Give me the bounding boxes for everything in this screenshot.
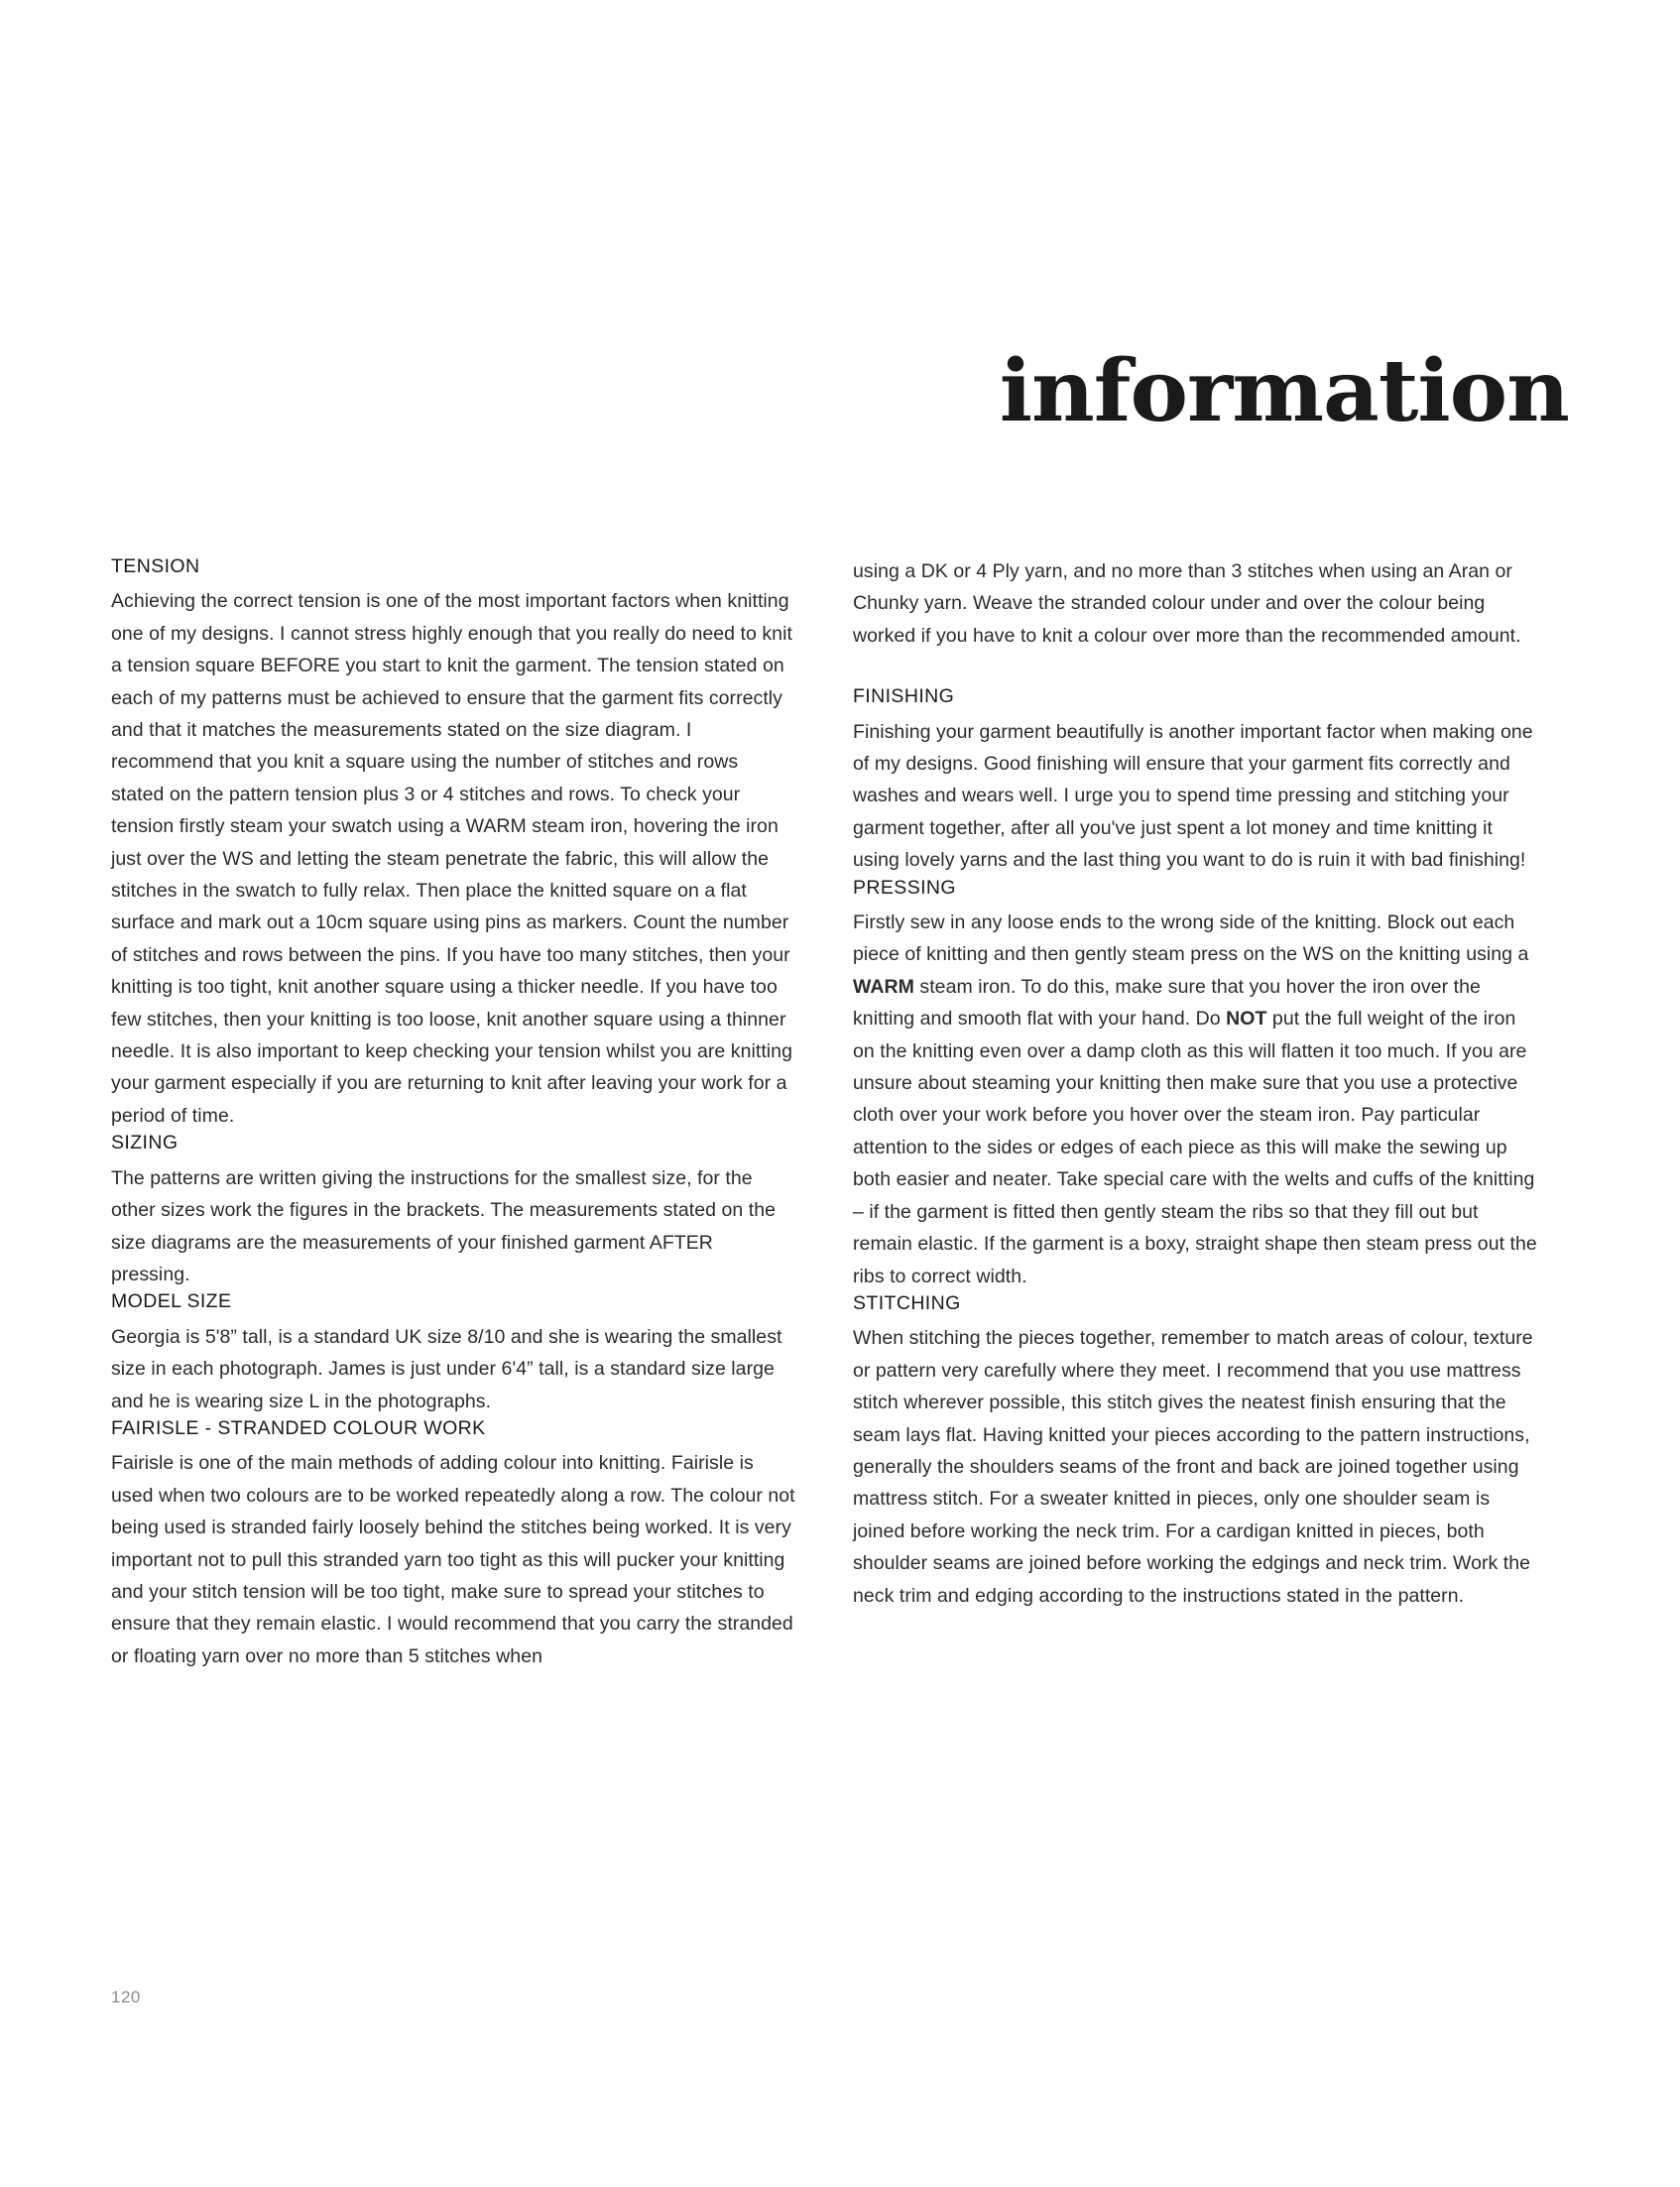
pressing-emphasis-not: NOT [1226,1008,1267,1031]
section-heading: PRESSING [853,876,956,899]
section-body: Finishing your garment beautifully is another important factor when making one of my designs. Good finishing will ensure that your garment fits correctly and washes and wears well. I urge you to spend time pressing and stitching your garment together, after all you've just spent a lot money and time knitting it using lovely yarns and the last thing you want to do is ruin it with bad finishing! [853,720,1533,872]
pressing-text-2: steam iron. To do this, make sure that you hover the iron over the knitting and smooth flat with your hand. Do [853,975,1481,1031]
section-body: Achieving the correct tension is one of the most important factors when knitting one of my designs. I cannot stress highly enough that you really do need to knit a tension square BEFORE you start to knit the garment. The tension stated on each of my patterns must be achieved to ensure that the garment fits correctly and that it matches the measurements stated on the size diagram. I recommend that you knit a square using the number of stitches and rows stated on the pattern tension plus 3 or 4 stitches and rows. To check your tension firstly steam your swatch using a WARM steam iron, hovering the iron just over the WS and letting the steam penetrate the fabric, this will allow the stitches in the swatch to fully relax. Then place the knitted square on a flat surface and mark out a 10cm square using pins as markers. Count the number of stitches and rows between the pins. If you have too many stitches, then your knitting is too tight, knit another square using a thicker needle. If you have too few stitches, then your knitting is too loose, knit another square using a thinner needle. It is also important to keep checking your tension whilst you are knitting your garment especially if you are returning to knit after leaving your work for a period of time. [111,590,792,1127]
section-stitching [853,1292,1537,1612]
section-heading: STITCHING [853,1291,961,1314]
page-number: 120 [111,1988,141,2006]
section-body: Fairisle is one of the main methods of adding colour into knitting. Fairisle is used when two colours are to be worked repeatedly along a row. The colour not being used is stranded fairly loosely behind the stitches being worked. It is very important not to pull this stranded yarn too tight as this will pucker your knitting and your stitch tension will be too tight, make sure to spread your stitches to ensure that they remain elastic. I would recommend that you carry the stranded or floating yarn over no more than 5 stitches when [111,1452,795,1667]
section-tension [111,555,795,1132]
section-heading: SIZING [111,1132,179,1154]
section-body: Georgia is 5'8” tall, is a standard UK size 8/10 and she is wearing the smallest size in each photograph. James is just under 6'4” tall, is a standard size large and he is wearing size L in the photographs. [111,1325,782,1412]
pressing-text-3: put the full weight of the iron on the knitting even over a damp cloth as this will flatten it too much. If you are unsure about steaming your knitting then make sure that you use a protective cloth over your work before you hover over the steam iron. Pay particular attention to the sides or edges of each piece as this will make the sewing up both easier and neater. Take special care with the welts and cuffs of the knitting – if the garment is fitted then gently steam the ribs so that they fill out but remain elastic. If the garment is a boxy, straight shape then steam press out the ribs to correct width. [853,1008,1537,1287]
right-column [853,555,1537,1672]
content-columns [111,555,1569,1672]
section-fairisle [111,1417,795,1672]
section-heading: FINISHING [853,685,955,708]
section-heading: FAIRISLE - STRANDED COLOUR WORK [111,1416,486,1439]
section-model-size [111,1290,795,1417]
section-body [853,907,1537,1292]
section-body: The patterns are written giving the instructions for the smallest size, for the other sizes work the figures in the brackets. The measurements stated on the size diagrams are the measurements of your finished garment AFTER pressing. [111,1166,777,1285]
left-column [111,555,795,1672]
section-body: When stitching the pieces together, remember to match areas of colour, texture or pattern very carefully where they meet. I recommend that you use mattress stitch wherever possible, this stitch gives the neatest finish ensuring that the seam lays flat. Having knitted your pieces according to the pattern instructions, generally the shoulders seams of the front and back are joined together using mattress stitch. For a sweater knitted in pieces, only one shoulder seam is joined before working the neck trim. For a cardigan knitted in pieces, both shoulder seams are joined before working the edgings and neck trim. Work the neck trim and edging according to the instructions stated in the pattern. [853,1327,1533,1607]
page-title: information [999,341,1569,441]
pressing-emphasis-warm: WARM [853,975,914,998]
section-heading: TENSION [111,555,200,577]
section-sizing [111,1132,795,1290]
section-pressing [853,877,1537,1292]
section-finishing [853,685,1537,876]
section-heading: MODEL SIZE [111,1290,232,1313]
fairisle-continuation: using a DK or 4 Ply yarn, and no more than 3 stitches when using an Aran or Chunky yarn. Weave the stranded colour under and over the colour being worked if you have to knit a colour over more than the recommended amount. [853,560,1521,647]
pressing-text-1: Firstly sew in any loose ends to the wrong side of the knitting. Block out each piece of knitting and then gently steam press on the WS on the knitting using a [853,911,1529,966]
